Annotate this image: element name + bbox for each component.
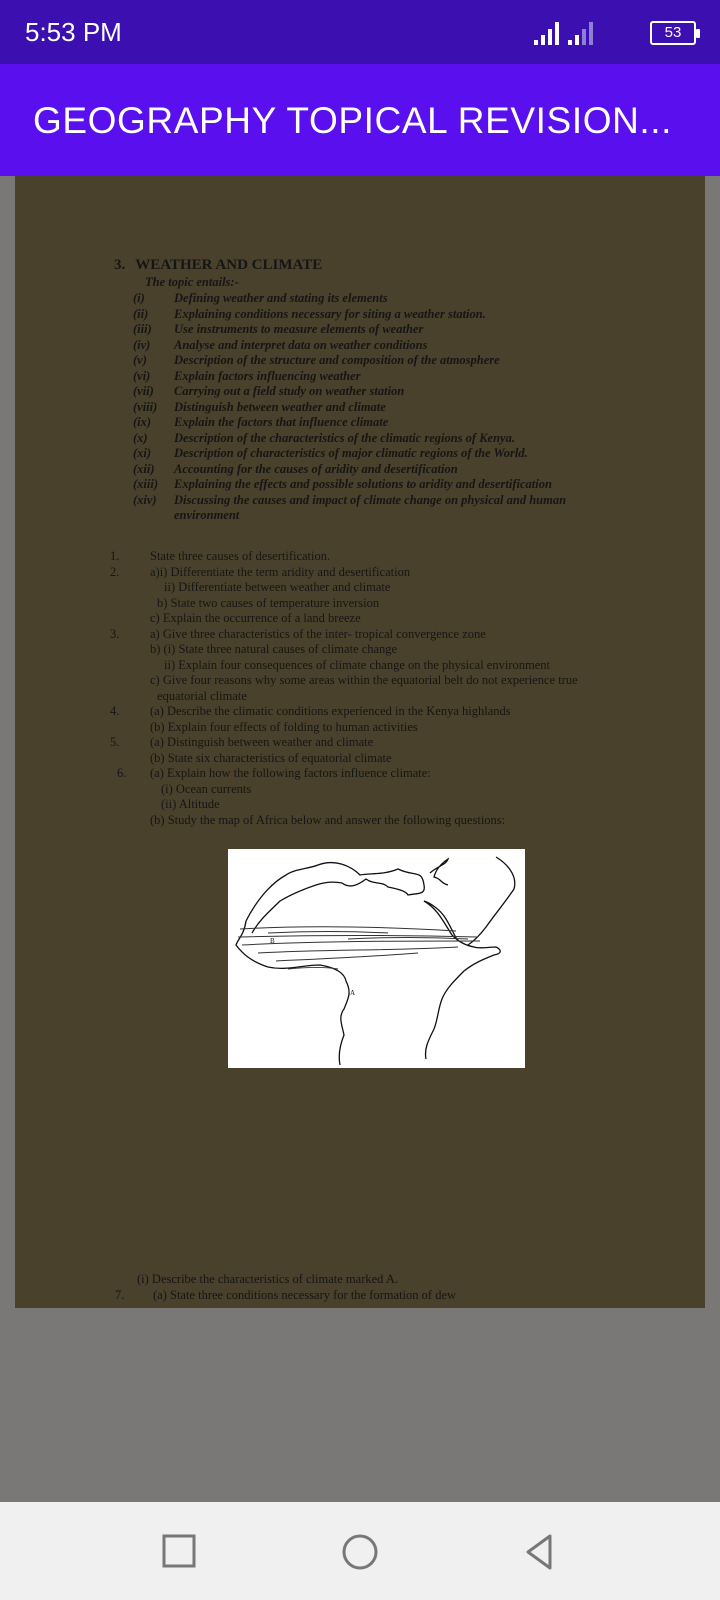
list-item: [133, 477, 653, 493]
question-line: [110, 797, 670, 813]
map-label-a: A: [350, 989, 356, 997]
list-item: [133, 508, 653, 524]
item-number: (xiv): [133, 492, 157, 507]
question-line: [110, 720, 670, 736]
question-line: [110, 596, 670, 612]
question-text: (a) Describe the climatic conditions experienced in the Kenya highlands: [150, 704, 511, 718]
question-line: [110, 580, 670, 596]
question-text: (a) State three conditions necessary for the formation of dew: [153, 1287, 457, 1302]
list-item: [133, 338, 653, 354]
item-number: (i): [133, 291, 145, 305]
item-text: Carrying out a field study on weather station: [174, 384, 405, 398]
question-text: (i) Describe the characteristics of climate marked A.: [137, 1272, 398, 1286]
list-item: [133, 307, 653, 323]
app-title: GEOGRAPHY TOPICAL REVISION...: [33, 100, 673, 141]
question-text: c) Explain the occurrence of a land breeze: [150, 611, 361, 625]
section-heading: [114, 257, 322, 274]
item-number: (x): [133, 430, 148, 445]
signal-icon: [532, 20, 624, 46]
question-line: [110, 689, 670, 705]
question-line: [110, 673, 670, 689]
item-text: Distinguish between weather and climate: [174, 399, 386, 414]
status-time: 5:53 PM: [25, 17, 122, 47]
question-line: [110, 766, 670, 782]
question-number: 4.: [110, 704, 120, 718]
question-line: [110, 1272, 670, 1288]
item-text: Discussing the causes and impact of climate change on physical and human: [174, 492, 567, 507]
list-item: [133, 446, 653, 462]
question-text: c) Give four reasons why some areas within the equatorial belt do not experience true: [150, 673, 578, 687]
list-item: [133, 493, 653, 509]
item-number: [133, 508, 174, 524]
item-text: Explaining the effects and possible solutions to aridity and desertification: [174, 477, 552, 491]
question-text: a)i) Differentiate the term aridity and desertification: [150, 564, 411, 579]
item-text: Explaining conditions necessary for siting a weather station.: [174, 306, 486, 321]
question-line: [110, 642, 670, 658]
section-title: WEATHER AND CLIMATE: [135, 257, 323, 273]
topic-list: [133, 291, 653, 524]
question-line: [110, 735, 670, 751]
app-bar: [0, 64, 720, 176]
question-line: [110, 549, 670, 565]
item-number: (iii): [133, 322, 152, 336]
item-number: (xiii): [133, 477, 158, 491]
question-number: 2.: [110, 564, 120, 579]
question-text: (b) Study the map of Africa below and answer the following questions:: [150, 812, 506, 827]
item-number: (xii): [133, 461, 155, 476]
question-text: ii) Explain four consequences of climate change on the physical environment: [164, 657, 550, 672]
list-item: [133, 400, 653, 416]
question-number: 3.: [110, 626, 120, 641]
africa-map: [228, 849, 525, 1068]
question-line: [110, 1288, 670, 1304]
topic-intro: The topic entails:-: [145, 275, 239, 289]
item-text: Analyse and interpret data on weather conditions: [174, 337, 428, 352]
recents-button[interactable]: [160, 1532, 200, 1572]
question-number: 6.: [117, 766, 127, 780]
back-button[interactable]: [520, 1532, 560, 1572]
document-viewer[interactable]: [0, 176, 720, 1502]
item-text: environment: [174, 508, 240, 522]
item-text: Accounting for the causes of aridity and desertification: [174, 461, 458, 476]
question-text: (b) Explain four effects of folding to human activities: [150, 719, 418, 734]
question-text: equatorial climate: [157, 688, 247, 703]
list-item: [133, 322, 653, 338]
item-number: (xi): [133, 446, 152, 460]
item-number: (v): [133, 353, 147, 367]
question-text: (ii) Altitude: [161, 797, 220, 811]
document-page[interactable]: [15, 176, 705, 1308]
item-text: Explain factors influencing weather: [174, 368, 361, 383]
question-text: (a) Distinguish between weather and climate: [150, 735, 374, 749]
question-text: (b) State six characteristics of equatorial climate: [150, 750, 392, 765]
question-text: a) Give three characteristics of the inter- tropical convergence zone: [150, 626, 486, 641]
battery-icon: [650, 21, 696, 45]
question-text: ii) Differentiate between weather and climate: [164, 580, 391, 594]
map-label-b: B: [270, 937, 275, 945]
question-line: [110, 704, 670, 720]
list-item: [133, 369, 653, 385]
question-list: [110, 549, 670, 828]
question-line: [110, 813, 670, 829]
list-item: [133, 384, 653, 400]
item-text: Description of the structure and composition of the atmosphere: [174, 353, 500, 367]
list-item: [133, 462, 653, 478]
question-line: [110, 611, 670, 627]
list-item: [133, 291, 653, 307]
section-number: 3.: [114, 257, 126, 273]
question-text: b) State two causes of temperature inversion: [157, 595, 380, 610]
list-item: [133, 415, 653, 431]
bottom-question-list: [110, 1272, 670, 1303]
home-button[interactable]: [340, 1532, 380, 1572]
navigation-bar: [0, 1502, 720, 1600]
question-line: [110, 627, 670, 643]
list-item: [133, 431, 653, 447]
item-text: Description of characteristics of major climatic regions of the World.: [174, 446, 528, 460]
question-number: 5.: [110, 735, 120, 749]
item-number: (vi): [133, 368, 151, 383]
question-line: [110, 565, 670, 581]
question-number: 1.: [110, 549, 120, 563]
question-text: State three causes of desertification.: [150, 549, 331, 563]
list-item: [133, 353, 653, 369]
item-number: (iv): [133, 337, 151, 352]
item-number: (viii): [133, 399, 158, 414]
question-text: (i) Ocean currents: [161, 781, 252, 796]
item-text: Use instruments to measure elements of weather: [174, 322, 424, 336]
item-text: Description of the characteristics of the climatic regions of Kenya.: [174, 430, 515, 445]
item-text: Defining weather and stating its elements: [174, 291, 388, 305]
item-number: (ii): [133, 306, 149, 321]
africa-map-figure: [228, 849, 525, 1068]
status-bar: [0, 0, 720, 64]
item-number: (ix): [133, 415, 152, 429]
item-text: Explain the factors that influence climate: [174, 415, 389, 429]
question-text: b) (i) State three natural causes of climate change: [150, 642, 398, 656]
item-number: (vii): [133, 384, 154, 398]
question-number: 7.: [115, 1287, 125, 1302]
question-line: [110, 782, 670, 798]
question-line: [110, 658, 670, 674]
battery-level: 53: [664, 24, 682, 41]
question-line: [110, 751, 670, 767]
question-text: (a) Explain how the following factors influence climate:: [150, 766, 431, 780]
